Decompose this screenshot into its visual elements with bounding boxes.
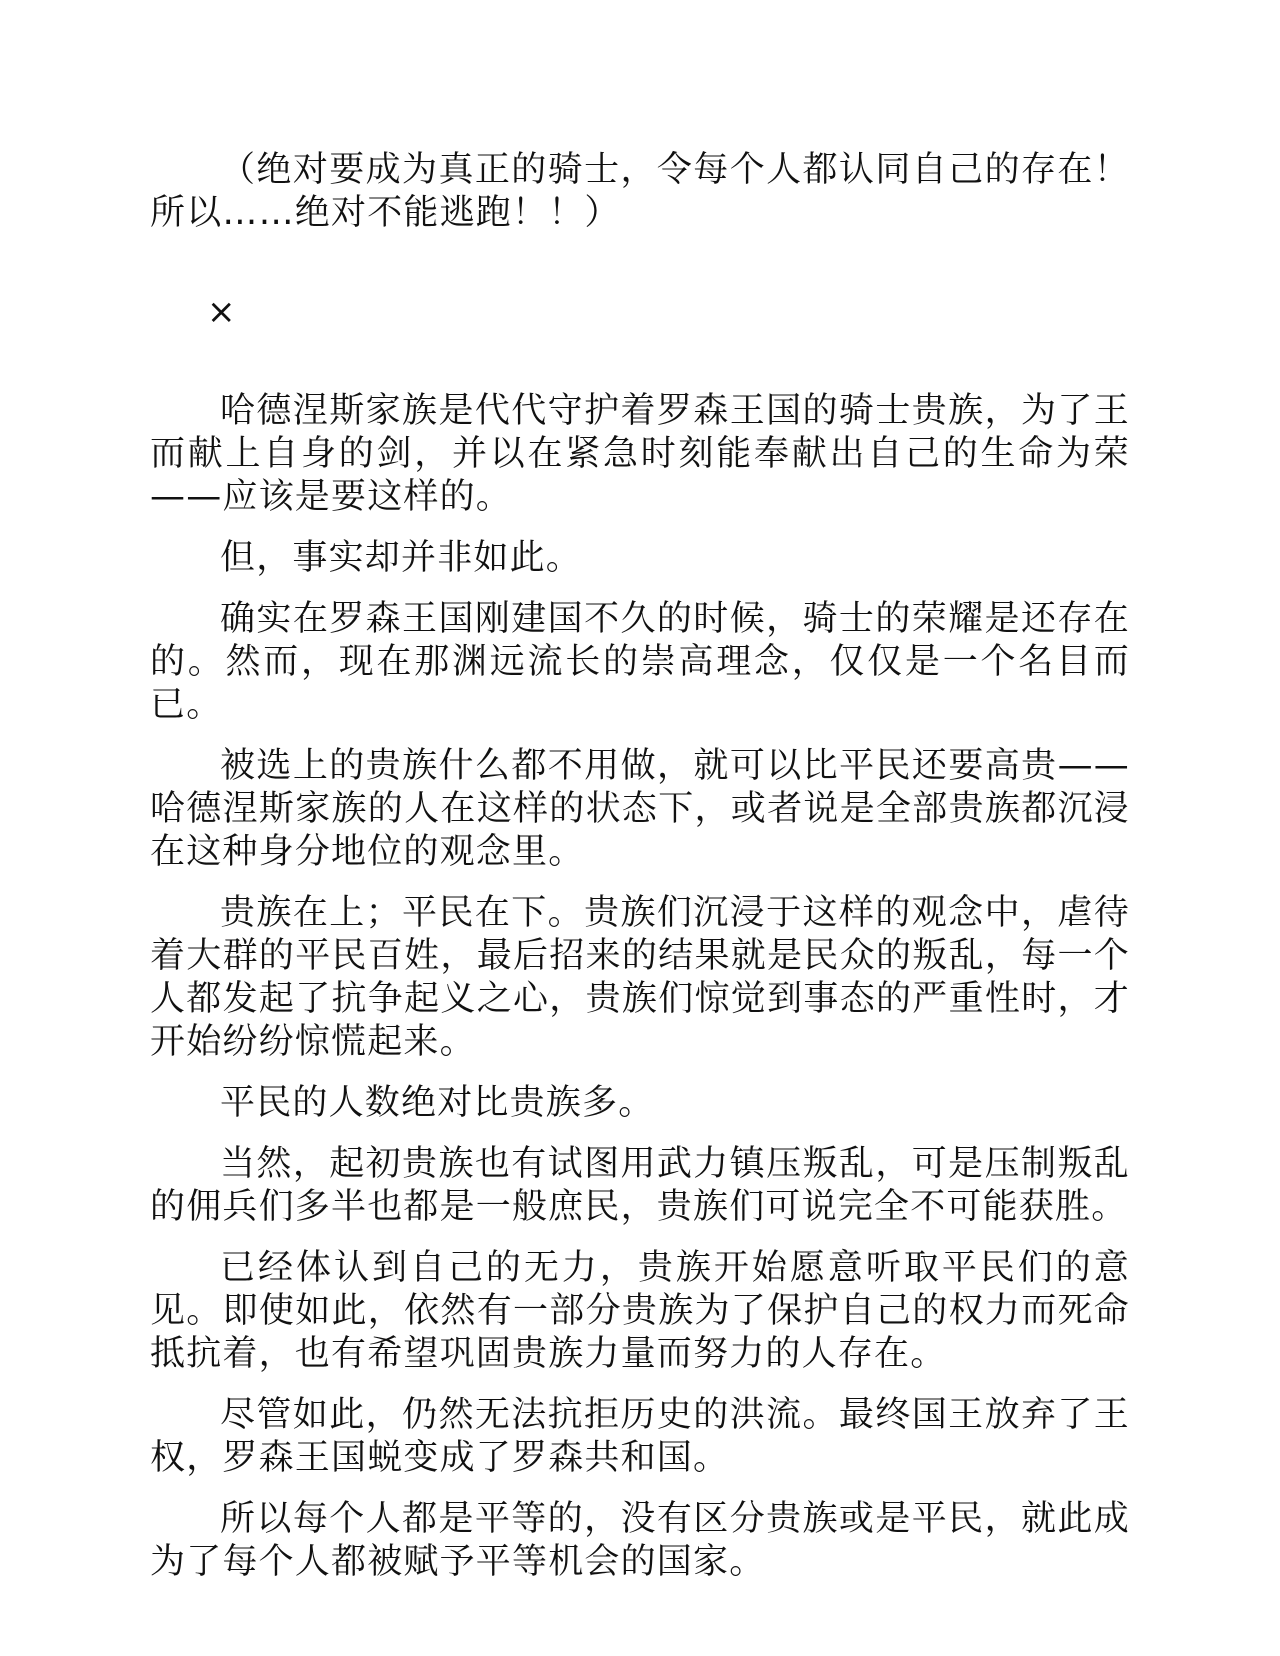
paragraph: 当然，起初贵族也有试图用武力镇压叛乱，可是压制叛乱的佣兵们多半也都是一般庶民，贵族们可说完全不可能获胜。 — [150, 1144, 1130, 1227]
paragraph: 已经体认到自己的无力，贵族开始愿意听取平民们的意见。即使如此，依然有一部分贵族为了保护自己的权力而死命抵抗着，也有希望巩固贵族力量而努力的人存在。 — [150, 1248, 1130, 1374]
paragraph: 哈德涅斯家族是代代守护着罗森王国的骑士贵族，为了王而献上自身的剑，并以在紧急时刻能奉献出自己的生命为荣——应该是要这样的。 — [150, 391, 1130, 517]
paragraph: 所以每个人都是平等的，没有区分贵族或是平民，就此成为了每个人都被赋予平等机会的国家。 — [150, 1499, 1130, 1582]
paragraph: 平民的人数绝对比贵族多。 — [220, 1083, 655, 1123]
opening-quote: （绝对要成为真正的骑士，令每个人都认同自己的存在！所以……绝对不能逃跑！！） — [150, 150, 1130, 233]
body-text — [150, 390, 1130, 1602]
scene-break-mark: × — [207, 292, 236, 332]
opening-quote-block — [150, 149, 1130, 253]
paragraph: 贵族在上；平民在下。贵族们沉浸于这样的观念中，虐待着大群的平民百姓，最后招来的结果就是民众的叛乱，每一个人都发起了抗争起义之心，贵族们惊觉到事态的严重性时，才开始纷纷惊慌起来。 — [150, 893, 1130, 1062]
paragraph: 尽管如此，仍然无法抗拒历史的洪流。最终国王放弃了王权，罗森王国蜕变成了罗森共和国。 — [150, 1395, 1130, 1478]
paragraph: 但，事实却并非如此。 — [220, 538, 583, 578]
paragraph: 确实在罗森王国刚建国不久的时候，骑士的荣耀是还存在的。然而，现在那渊远流长的崇高理念，仅仅是一个名目而已。 — [150, 599, 1130, 725]
paragraph: 被选上的贵族什么都不用做，就可以比平民还要高贵——哈德涅斯家族的人在这样的状态下，或者说是全部贵族都沉浸在这种身分地位的观念里。 — [150, 746, 1130, 872]
